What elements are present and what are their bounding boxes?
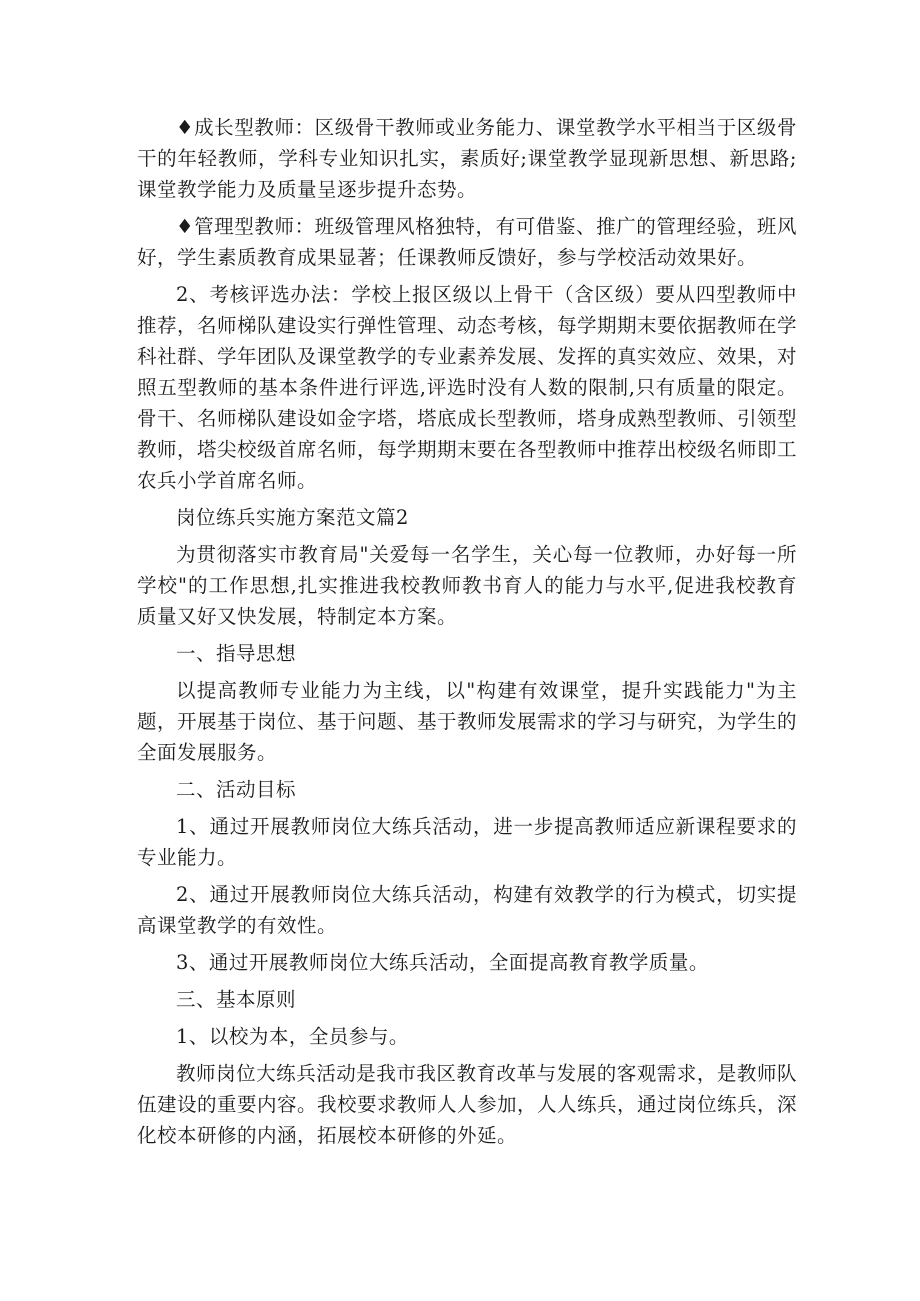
section-title-article-2: 岗位练兵实施方案范文篇2: [176, 506, 409, 529]
heading-guiding-ideology: 一、指导思想: [176, 642, 297, 665]
document-body: [137, 112, 797, 1157]
paragraph-management-teacher: ♦管理型教师：班级管理风格独特，有可借鉴、推广的管理经验，班风好，学生素质教育成果显著；任课教师反馈好，参与学校活动效果好。: [137, 215, 797, 269]
paragraph-goal-2: 2、通过开展教师岗位大练兵活动，构建有效教学的行为模式，切实提高课堂教学的有效性。: [137, 883, 797, 937]
paragraph-guiding-ideology: 以提高教师专业能力为主线，以"构建有效课堂，提升实践能力"为主题，开展基于岗位、基于问题、基于教师发展需求的学习与研究，为学生的全面发展服务。: [137, 679, 798, 764]
paragraph-principle-1-detail: 教师岗位大练兵活动是我市我区教育改革与发展的客观需求，是教师队伍建设的重要内容。我校要求教师人人参加，人人练兵，通过岗位练兵，深化校本研修的内涵，拓展校本研修的外延。: [137, 1062, 798, 1147]
paragraph-goal-1: 1、通过开展教师岗位大练兵活动，进一步提高教师适应新课程要求的专业能力。: [137, 815, 797, 869]
paragraph-goal-3: 3、通过开展教师岗位大练兵活动，全面提高教育教学质量。: [176, 951, 709, 974]
paragraph-assessment-method: 2、考核评选办法：学校上报区级以上骨干（含区级）要从四型教师中推荐，名师梯队建设实行弹性管理、动态考核，每学期期末要依据教师在学科社群、学年团队及课堂教学的专业素养发展、发挥的真实效应、效果，对照五型教师的基本条件进行评选,评选时没有人数的限制,只有质量的限定。骨干、名师梯队建设如金字塔，塔底成长型教师，塔身成熟型教师、引领型教师，塔尖校级首席名师，每学期期末要在各型教师中推荐出校级名师即工农兵小学首席名师。: [137, 283, 798, 492]
paragraph-intro: 为贯彻落实市教育局"关爱每一名学生，关心每一位教师，办好每一所学校"的工作思想,扎实推进我校教师教书育人的能力与水平,促进我校教育质量又好又快发展，特制定本方案。: [137, 543, 797, 628]
paragraph-principle-1: 1、以校为本，全员参与。: [176, 1025, 409, 1048]
paragraph-growth-teacher: ♦成长型教师：区级骨干教师或业务能力、课堂教学水平相当于区级骨干的年轻教师，学科专业知识扎实，素质好;课堂教学显现新思想、新思路;课堂教学能力及质量呈逐步提升态势。: [137, 116, 797, 201]
heading-activity-goals: 二、活动目标: [176, 778, 297, 801]
heading-basic-principles: 三、基本原则: [176, 988, 297, 1011]
